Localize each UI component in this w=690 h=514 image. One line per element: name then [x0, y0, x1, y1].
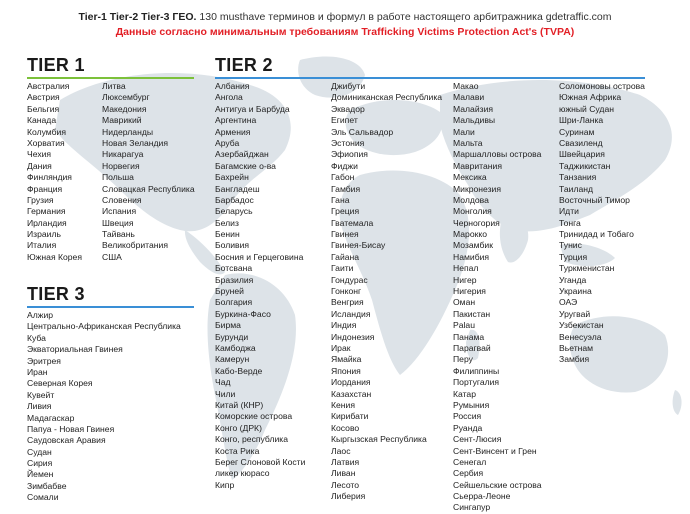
country-item: Новая Зеландия [102, 137, 168, 148]
tier1-rule [27, 77, 194, 79]
country-item: Пакистан [453, 308, 491, 319]
country-item: Албания [215, 81, 250, 91]
country-item: Чехия [27, 149, 52, 160]
country-item: Доминиканская Республика [331, 92, 443, 103]
country-item: Словацкая Республика [102, 183, 195, 194]
country-item: Сент-Винсент и Грен [453, 445, 537, 456]
country-item: Сомали [27, 492, 59, 503]
country-item: Гондурас [331, 274, 368, 285]
country-item: Венесуэла [559, 331, 602, 342]
country-item: Сейшельские острова [453, 479, 542, 490]
country-item: Малайзия [453, 103, 494, 114]
country-item: Норвегия [102, 160, 140, 171]
country-item: Уругвай [559, 308, 591, 319]
country-item: Аргентина [215, 115, 257, 126]
country-item: США [102, 251, 122, 262]
country-item: Кыргызская Республика [331, 434, 427, 445]
country-item: Коста Рика [215, 445, 260, 456]
country-item: Маршалловы острова [453, 149, 542, 160]
country-item: Бирма [215, 320, 241, 331]
tier3-column-1 [27, 310, 181, 504]
country-item: Гвинея-Бисау [331, 240, 386, 251]
tier2-column-2 [331, 81, 442, 502]
country-item: Джибути [331, 81, 366, 91]
country-item: Ливия [27, 401, 52, 412]
country-item: Кипр [215, 479, 235, 490]
tier2-rule [215, 77, 645, 79]
tier2-column-3 [453, 81, 542, 514]
country-item: Филиппины [453, 365, 500, 376]
country-item: Туркменистан [559, 263, 615, 274]
country-item: Мальдивы [453, 115, 496, 126]
country-item: Косово [331, 422, 360, 433]
country-item: Южная Корея [27, 251, 82, 262]
country-item: Алжир [27, 310, 54, 320]
country-item: Микронезия [453, 183, 502, 194]
country-item: Малави [453, 92, 485, 103]
country-item: Босния и Герцеговина [215, 251, 304, 262]
country-item: Мальта [453, 137, 483, 148]
country-item: Барбадос [215, 194, 254, 205]
country-item: Гамбия [331, 183, 361, 194]
header-source-note: Данные согласно минимальным требованиям Trafficking Victims Protection Act's (TVPA) [115, 26, 575, 38]
country-item: Ангола [215, 92, 243, 103]
country-item: Соломоновы острова [559, 81, 645, 91]
country-item: Гайана [331, 251, 360, 262]
country-item: Фиджи [331, 160, 358, 171]
country-item: Гвинея [331, 229, 359, 240]
country-item: Либерия [331, 491, 366, 502]
country-item: Маврикий [102, 115, 142, 126]
country-item: Мозамбик [453, 240, 493, 251]
country-item: Мали [453, 126, 475, 137]
tier1-title: TIER 1 [27, 55, 85, 75]
country-item: Тайвань [102, 229, 135, 240]
country-item: Конго, республика [215, 434, 289, 445]
country-item: Кабо-Верде [215, 365, 263, 376]
country-item: Сенегал [453, 456, 487, 467]
country-item: Болгария [215, 297, 253, 308]
country-item: Чад [215, 377, 231, 388]
country-item: Узбекистан [559, 320, 604, 331]
country-item: Азербайджан [215, 149, 269, 160]
country-item: ликер кюрасо [215, 468, 270, 479]
country-item: Португалия [453, 377, 500, 388]
country-item: Шри-Ланка [559, 115, 604, 126]
country-item: Макао [453, 81, 479, 91]
country-item: Словения [102, 194, 142, 205]
header-subtitle-bold: Tier-1 Tier-2 Tier-3 ГЕО. [78, 11, 197, 23]
country-item: Гана [331, 194, 350, 205]
country-item: Ирландия [27, 217, 67, 228]
country-item: Панама [453, 331, 485, 342]
country-item: Бруней [215, 286, 244, 297]
country-item: Сьерра-Леоне [453, 491, 511, 502]
country-item: Колумбия [27, 126, 66, 137]
tier2-column-4 [559, 81, 645, 366]
country-item: Китай (КНР) [215, 399, 264, 410]
country-item: Ливан [331, 468, 356, 479]
country-item: Румыния [453, 399, 490, 410]
country-item: Франция [27, 183, 63, 194]
country-item: Сингапур [453, 502, 491, 513]
country-item: Зимбабве [27, 480, 67, 491]
country-item: Нигер [453, 274, 477, 285]
country-item: Венгрия [331, 297, 364, 308]
country-item: Грузия [27, 194, 54, 205]
country-item: Перу [453, 354, 473, 365]
country-item: Турция [559, 251, 588, 262]
tier2-column-1 [215, 81, 305, 491]
country-item: Боливия [215, 240, 250, 251]
country-item: Танзания [559, 172, 597, 183]
country-item: Лесото [331, 479, 360, 490]
country-item: Ирак [331, 342, 351, 353]
country-item: Южная Африка [559, 92, 622, 103]
country-item: Экваториальная Гвинея [27, 344, 123, 355]
tier2-title: TIER 2 [215, 55, 273, 75]
country-item: Марокко [453, 229, 487, 240]
country-item: Эфиопия [331, 149, 368, 160]
country-item: Россия [453, 411, 482, 422]
country-item: Бразилия [215, 274, 254, 285]
country-item: Судан [27, 446, 52, 457]
country-item: Египет [331, 115, 358, 126]
tier1-column-2 [102, 81, 195, 263]
country-item: Армения [215, 126, 251, 137]
country-item: Гонконг [331, 286, 362, 297]
country-item: Сербия [453, 468, 484, 479]
country-item: Кения [331, 399, 355, 410]
country-item: Греция [331, 206, 360, 217]
country-item: Намибия [453, 251, 490, 262]
tier3-title: TIER 3 [27, 284, 85, 304]
country-item: Коморские острова [215, 411, 293, 422]
country-item: Швеция [102, 217, 134, 228]
country-item: Palau [453, 320, 475, 331]
country-item: Таджикистан [559, 160, 611, 171]
country-item: Исландия [331, 308, 371, 319]
country-item: Кирибати [331, 411, 369, 422]
country-item: Бахрейн [215, 172, 249, 183]
country-item: Бангладеш [215, 183, 260, 194]
country-item: Италия [27, 240, 57, 251]
tier3-rule [27, 306, 194, 308]
country-item: Финляндия [27, 172, 72, 183]
country-item: Куба [27, 332, 46, 343]
country-item: Белиз [215, 217, 239, 228]
country-item: Япония [331, 365, 361, 376]
tier1-column-1 [27, 81, 82, 263]
country-item: Тонга [559, 217, 581, 228]
country-item: Чили [215, 388, 236, 399]
country-item: Австрия [27, 92, 60, 103]
country-item: Северная Корея [27, 378, 93, 389]
country-item: Багамские о-ва [215, 160, 276, 171]
country-item: Вьетнам [559, 342, 594, 353]
country-item: Буркина-Фасо [215, 308, 271, 319]
country-item: Кувейт [27, 389, 55, 400]
country-item: Иордания [331, 377, 371, 388]
country-item: Гаити [331, 263, 354, 274]
country-item: Уганда [559, 274, 587, 285]
country-item: Мексика [453, 172, 487, 183]
country-item: Тринидад и Тобаго [559, 229, 634, 240]
country-item: Катар [453, 388, 476, 399]
country-item: Эстония [331, 137, 365, 148]
country-item: Польша [102, 172, 134, 183]
country-item: Эквадор [331, 103, 365, 114]
header-subtitle-rest: 130 musthave терминов и формул в работе настоящего арбитражника gdetraffic.com [196, 11, 612, 23]
country-item: Бенин [215, 229, 240, 240]
country-item: Идти [559, 206, 579, 217]
country-item: Йемен [27, 469, 54, 480]
country-item: Тунис [559, 240, 582, 251]
country-item: Дания [27, 160, 52, 171]
country-item: Сирия [27, 458, 53, 469]
country-item: Камбоджа [215, 342, 256, 353]
country-item: Суринам [559, 126, 595, 137]
country-item: Замбия [559, 354, 590, 365]
country-item: Камерун [215, 354, 250, 365]
country-item: Испания [102, 206, 137, 217]
country-item: Лаос [331, 445, 351, 456]
country-item: Македония [102, 103, 147, 114]
page-header [0, 10, 690, 40]
country-item: Центрально-Африканская Республика [27, 321, 181, 332]
country-item: Гватемала [331, 217, 374, 228]
country-item: Украина [559, 286, 592, 297]
country-item: Черногория [453, 217, 500, 228]
country-item: Папуа - Новая Гвинея [27, 423, 115, 434]
country-item: Латвия [331, 456, 360, 467]
country-item: Австралия [27, 81, 70, 91]
country-item: Бурунди [215, 331, 249, 342]
country-item: Ботсвана [215, 263, 253, 274]
country-item: южный Судан [559, 103, 614, 114]
country-item: Канада [27, 115, 57, 126]
country-item: Индонезия [331, 331, 375, 342]
country-item: Люксембург [102, 92, 150, 103]
country-item: Молдова [453, 194, 489, 205]
country-item: Эль Сальвадор [331, 126, 394, 137]
country-item: Бельгия [27, 103, 60, 114]
country-item: Непал [453, 263, 479, 274]
country-item: Индия [331, 320, 357, 331]
country-item: Парагвай [453, 342, 491, 353]
country-item: Нидерланды [102, 126, 154, 137]
country-item: Литва [102, 81, 126, 91]
country-item: Мадагаскар [27, 412, 75, 423]
country-item: Берег Слоновой Кости [215, 456, 306, 467]
country-item: Руанда [453, 422, 483, 433]
country-item: Великобритания [102, 240, 168, 251]
country-item: Иран [27, 366, 48, 377]
country-item: Монголия [453, 206, 492, 217]
country-item: Свазиленд [559, 137, 603, 148]
country-item: Израиль [27, 229, 61, 240]
country-item: Сент-Люсия [453, 434, 502, 445]
country-item: Габон [331, 172, 355, 183]
country-item: Беларусь [215, 206, 253, 217]
country-item: Хорватия [27, 137, 65, 148]
country-item: Германия [27, 206, 66, 217]
header-subtitle [0, 10, 690, 25]
country-item: Конго (ДРК) [215, 422, 262, 433]
country-item: Аруба [215, 137, 240, 148]
country-item: Никарагуа [102, 149, 144, 160]
country-item: Мавритания [453, 160, 502, 171]
country-item: Нигерия [453, 286, 486, 297]
country-item: Ямайка [331, 354, 362, 365]
country-item: Оман [453, 297, 476, 308]
country-item: Казахстан [331, 388, 372, 399]
country-item: Эритрея [27, 355, 61, 366]
country-item: Саудовская Аравия [27, 435, 106, 446]
country-item: Таиланд [559, 183, 593, 194]
country-item: ОАЭ [559, 297, 578, 308]
country-item: Восточный Тимор [559, 194, 630, 205]
country-item: Швейцария [559, 149, 605, 160]
country-item: Антигуа и Барбуда [215, 103, 290, 114]
